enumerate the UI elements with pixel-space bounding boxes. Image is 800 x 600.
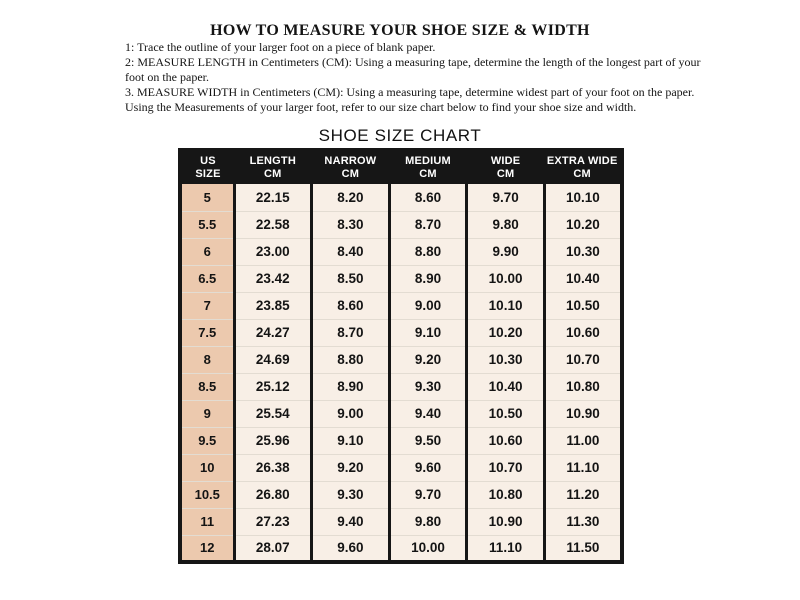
table-row — [180, 238, 622, 265]
us-size-cell: 12 — [180, 535, 234, 562]
cm-value-cell: 10.80 — [467, 481, 545, 508]
table-row — [180, 400, 622, 427]
cm-value-cell: 28.07 — [234, 535, 312, 562]
cm-value-cell: 10.70 — [467, 454, 545, 481]
instruction-step-1: 1: Trace the outline of your larger foot on a piece of blank paper. — [125, 40, 436, 54]
cm-value-cell: 24.27 — [234, 319, 312, 346]
column-header: WIDE CM — [467, 150, 545, 184]
cm-value-cell: 8.90 — [389, 265, 467, 292]
table-row — [180, 373, 622, 400]
table-row — [180, 211, 622, 238]
cm-value-cell: 26.80 — [234, 481, 312, 508]
cm-value-cell: 10.00 — [389, 535, 467, 562]
cm-value-cell: 9.10 — [389, 319, 467, 346]
cm-value-cell: 9.70 — [389, 481, 467, 508]
column-header: LENGTH CM — [234, 150, 312, 184]
cm-value-cell: 23.85 — [234, 292, 312, 319]
cm-value-cell: 23.00 — [234, 238, 312, 265]
page-title: HOW TO MEASURE YOUR SHOE SIZE & WIDTH — [210, 22, 590, 39]
size-table-body — [180, 184, 622, 562]
cm-value-cell: 8.20 — [312, 184, 390, 211]
cm-value-cell: 11.10 — [544, 454, 622, 481]
cm-value-cell: 9.10 — [312, 427, 390, 454]
size-table-head — [180, 150, 622, 184]
instruction-note: Using the Measurements of your larger foot, refer to our size chart below to find your shoe size and width. — [125, 100, 637, 114]
cm-value-cell: 10.10 — [544, 184, 622, 211]
cm-value-cell: 10.20 — [544, 211, 622, 238]
shoe-size-table — [178, 148, 624, 564]
cm-value-cell: 10.20 — [467, 319, 545, 346]
cm-value-cell: 9.60 — [312, 535, 390, 562]
cm-value-cell: 9.80 — [467, 211, 545, 238]
instructions — [125, 40, 703, 115]
column-header: NARROW CM — [312, 150, 390, 184]
us-size-cell: 7.5 — [180, 319, 234, 346]
table-row — [180, 427, 622, 454]
cm-value-cell: 24.69 — [234, 346, 312, 373]
cm-value-cell: 10.90 — [544, 400, 622, 427]
cm-value-cell: 9.70 — [467, 184, 545, 211]
cm-value-cell: 8.60 — [312, 292, 390, 319]
cm-value-cell: 26.38 — [234, 454, 312, 481]
cm-value-cell: 22.58 — [234, 211, 312, 238]
cm-value-cell: 10.80 — [544, 373, 622, 400]
cm-value-cell: 25.12 — [234, 373, 312, 400]
cm-value-cell: 9.30 — [312, 481, 390, 508]
cm-value-cell: 8.30 — [312, 211, 390, 238]
cm-value-cell: 9.50 — [389, 427, 467, 454]
us-size-cell: 6 — [180, 238, 234, 265]
cm-value-cell: 8.70 — [389, 211, 467, 238]
cm-value-cell: 10.90 — [467, 508, 545, 535]
us-size-cell: 9 — [180, 400, 234, 427]
cm-value-cell: 10.50 — [467, 400, 545, 427]
table-row — [180, 292, 622, 319]
cm-value-cell: 25.54 — [234, 400, 312, 427]
cm-value-cell: 9.90 — [467, 238, 545, 265]
cm-value-cell: 25.96 — [234, 427, 312, 454]
us-size-cell: 10.5 — [180, 481, 234, 508]
cm-value-cell: 22.15 — [234, 184, 312, 211]
us-size-cell: 5 — [180, 184, 234, 211]
cm-value-cell: 27.23 — [234, 508, 312, 535]
us-size-cell: 8 — [180, 346, 234, 373]
us-size-cell: 10 — [180, 454, 234, 481]
cm-value-cell: 10.60 — [467, 427, 545, 454]
cm-value-cell: 10.60 — [544, 319, 622, 346]
us-size-cell: 8.5 — [180, 373, 234, 400]
cm-value-cell: 11.30 — [544, 508, 622, 535]
cm-value-cell: 11.10 — [467, 535, 545, 562]
column-header: US SIZE — [180, 150, 234, 184]
cm-value-cell: 8.80 — [312, 346, 390, 373]
cm-value-cell: 11.20 — [544, 481, 622, 508]
table-row — [180, 184, 622, 211]
cm-value-cell: 8.70 — [312, 319, 390, 346]
cm-value-cell: 9.20 — [389, 346, 467, 373]
cm-value-cell: 8.80 — [389, 238, 467, 265]
column-header: MEDIUM CM — [389, 150, 467, 184]
us-size-cell: 11 — [180, 508, 234, 535]
cm-value-cell: 9.40 — [389, 400, 467, 427]
cm-value-cell: 9.00 — [389, 292, 467, 319]
cm-value-cell: 9.20 — [312, 454, 390, 481]
cm-value-cell: 11.50 — [544, 535, 622, 562]
cm-value-cell: 10.40 — [467, 373, 545, 400]
cm-value-cell: 10.40 — [544, 265, 622, 292]
cm-value-cell: 9.30 — [389, 373, 467, 400]
table-row — [180, 319, 622, 346]
cm-value-cell: 8.60 — [389, 184, 467, 211]
cm-value-cell: 11.00 — [544, 427, 622, 454]
cm-value-cell: 9.60 — [389, 454, 467, 481]
us-size-cell: 6.5 — [180, 265, 234, 292]
cm-value-cell: 10.30 — [467, 346, 545, 373]
cm-value-cell: 9.80 — [389, 508, 467, 535]
table-row — [180, 346, 622, 373]
cm-value-cell: 8.40 — [312, 238, 390, 265]
header-row — [180, 150, 622, 184]
table-row — [180, 454, 622, 481]
instruction-step-2: 2: MEASURE LENGTH in Centimeters (CM): Using a measuring tape, determine the length of the longest part of your foot on the paper. — [125, 55, 701, 84]
cm-value-cell: 10.70 — [544, 346, 622, 373]
us-size-cell: 5.5 — [180, 211, 234, 238]
instruction-step-3: 3. MEASURE WIDTH in Centimeters (CM): Using a measuring tape, determine widest part of your foot on the paper. — [125, 85, 695, 99]
table-row — [180, 508, 622, 535]
cm-value-cell: 9.40 — [312, 508, 390, 535]
cm-value-cell: 10.00 — [467, 265, 545, 292]
us-size-cell: 7 — [180, 292, 234, 319]
table-row — [180, 535, 622, 562]
table-row — [180, 481, 622, 508]
cm-value-cell: 10.10 — [467, 292, 545, 319]
cm-value-cell: 8.90 — [312, 373, 390, 400]
cm-value-cell: 9.00 — [312, 400, 390, 427]
table-row — [180, 265, 622, 292]
cm-value-cell: 10.50 — [544, 292, 622, 319]
column-header: EXTRA WIDE CM — [544, 150, 622, 184]
cm-value-cell: 23.42 — [234, 265, 312, 292]
cm-value-cell: 8.50 — [312, 265, 390, 292]
chart-heading: SHOE SIZE CHART — [318, 126, 482, 145]
us-size-cell: 9.5 — [180, 427, 234, 454]
cm-value-cell: 10.30 — [544, 238, 622, 265]
